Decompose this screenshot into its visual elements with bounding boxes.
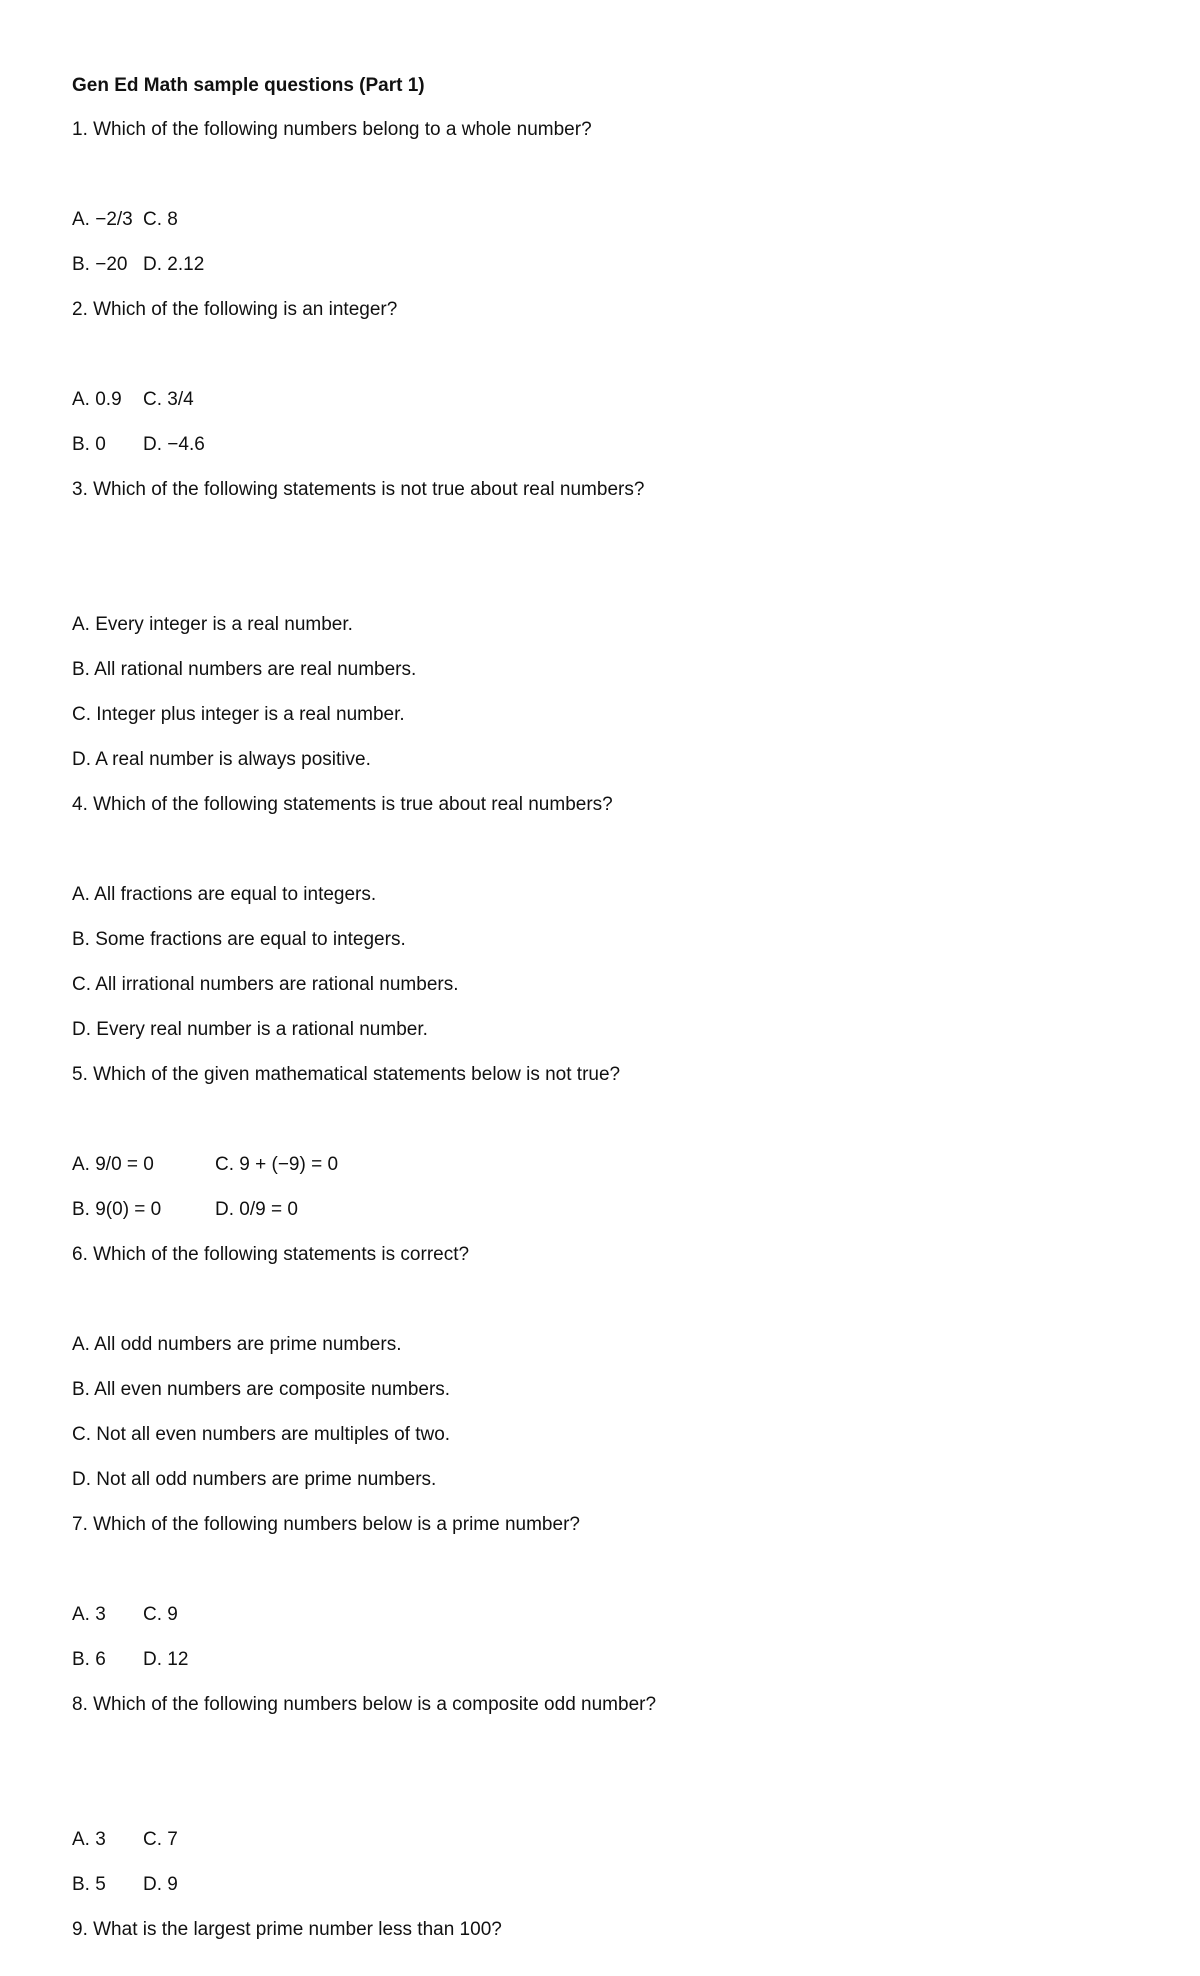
question-1-option-b: B. −20 [72, 254, 128, 275]
question-5-option-d: D. 0/9 = 0 [215, 1199, 298, 1220]
question-6-option-d: D. Not all odd numbers are prime numbers. [72, 1469, 437, 1490]
question-9-stem: 9. What is the largest prime number less than 100? [72, 1919, 502, 1940]
question-8-option-a: A. 3 [72, 1829, 106, 1850]
question-1-option-c: C. 8 [143, 209, 178, 230]
page-title: Gen Ed Math sample questions (Part 1) [72, 75, 425, 96]
question-2-option-b: B. 0 [72, 434, 106, 455]
question-8-stem: 8. Which of the following numbers below is a composite odd number? [72, 1694, 657, 1715]
question-7-option-b: B. 6 [72, 1649, 106, 1670]
question-5-option-a: A. 9/0 = 0 [72, 1154, 154, 1175]
question-3-option-c: C. Integer plus integer is a real number. [72, 704, 405, 725]
question-8-option-c: C. 7 [143, 1829, 178, 1850]
question-5-option-b: B. 9(0) = 0 [72, 1199, 162, 1220]
question-7-option-c: C. 9 [143, 1604, 178, 1625]
question-3-option-a: A. Every integer is a real number. [72, 614, 353, 635]
question-1-option-a: A. −2/3 [72, 209, 133, 230]
question-6-stem: 6. Which of the following statements is correct? [72, 1244, 470, 1265]
question-4-option-d: D. Every real number is a rational number. [72, 1019, 428, 1040]
question-5-option-c: C. 9 + (−9) = 0 [215, 1154, 339, 1175]
question-5-stem: 5. Which of the given mathematical statements below is not true? [72, 1064, 621, 1085]
question-4-option-a: A. All fractions are equal to integers. [72, 884, 377, 905]
question-3-option-d: D. A real number is always positive. [72, 749, 371, 770]
question-2-option-c: C. 3/4 [143, 389, 194, 410]
question-8-option-d: D. 9 [143, 1874, 178, 1895]
question-7-option-a: A. 3 [72, 1604, 106, 1625]
question-4-option-b: B. Some fractions are equal to integers. [72, 929, 406, 950]
question-7-stem: 7. Which of the following numbers below is a prime number? [72, 1514, 580, 1535]
question-1-stem: 1. Which of the following numbers belong to a whole number? [72, 119, 592, 140]
question-6-option-b: B. All even numbers are composite numbers. [72, 1379, 451, 1400]
question-8-option-b: B. 5 [72, 1874, 106, 1895]
question-1-option-d: D. 2.12 [143, 254, 205, 275]
question-2-option-d: D. −4.6 [143, 434, 205, 455]
question-2-option-a: A. 0.9 [72, 389, 122, 410]
question-4-option-c: C. All irrational numbers are rational numbers. [72, 974, 459, 995]
question-7-option-d: D. 12 [143, 1649, 189, 1670]
question-4-stem: 4. Which of the following statements is true about real numbers? [72, 794, 613, 815]
question-6-option-c: C. Not all even numbers are multiples of two. [72, 1424, 451, 1445]
question-3-stem: 3. Which of the following statements is not true about real numbers? [72, 479, 645, 500]
question-3-option-b: B. All rational numbers are real numbers. [72, 659, 417, 680]
question-2-stem: 2. Which of the following is an integer? [72, 299, 398, 320]
question-6-option-a: A. All odd numbers are prime numbers. [72, 1334, 402, 1355]
